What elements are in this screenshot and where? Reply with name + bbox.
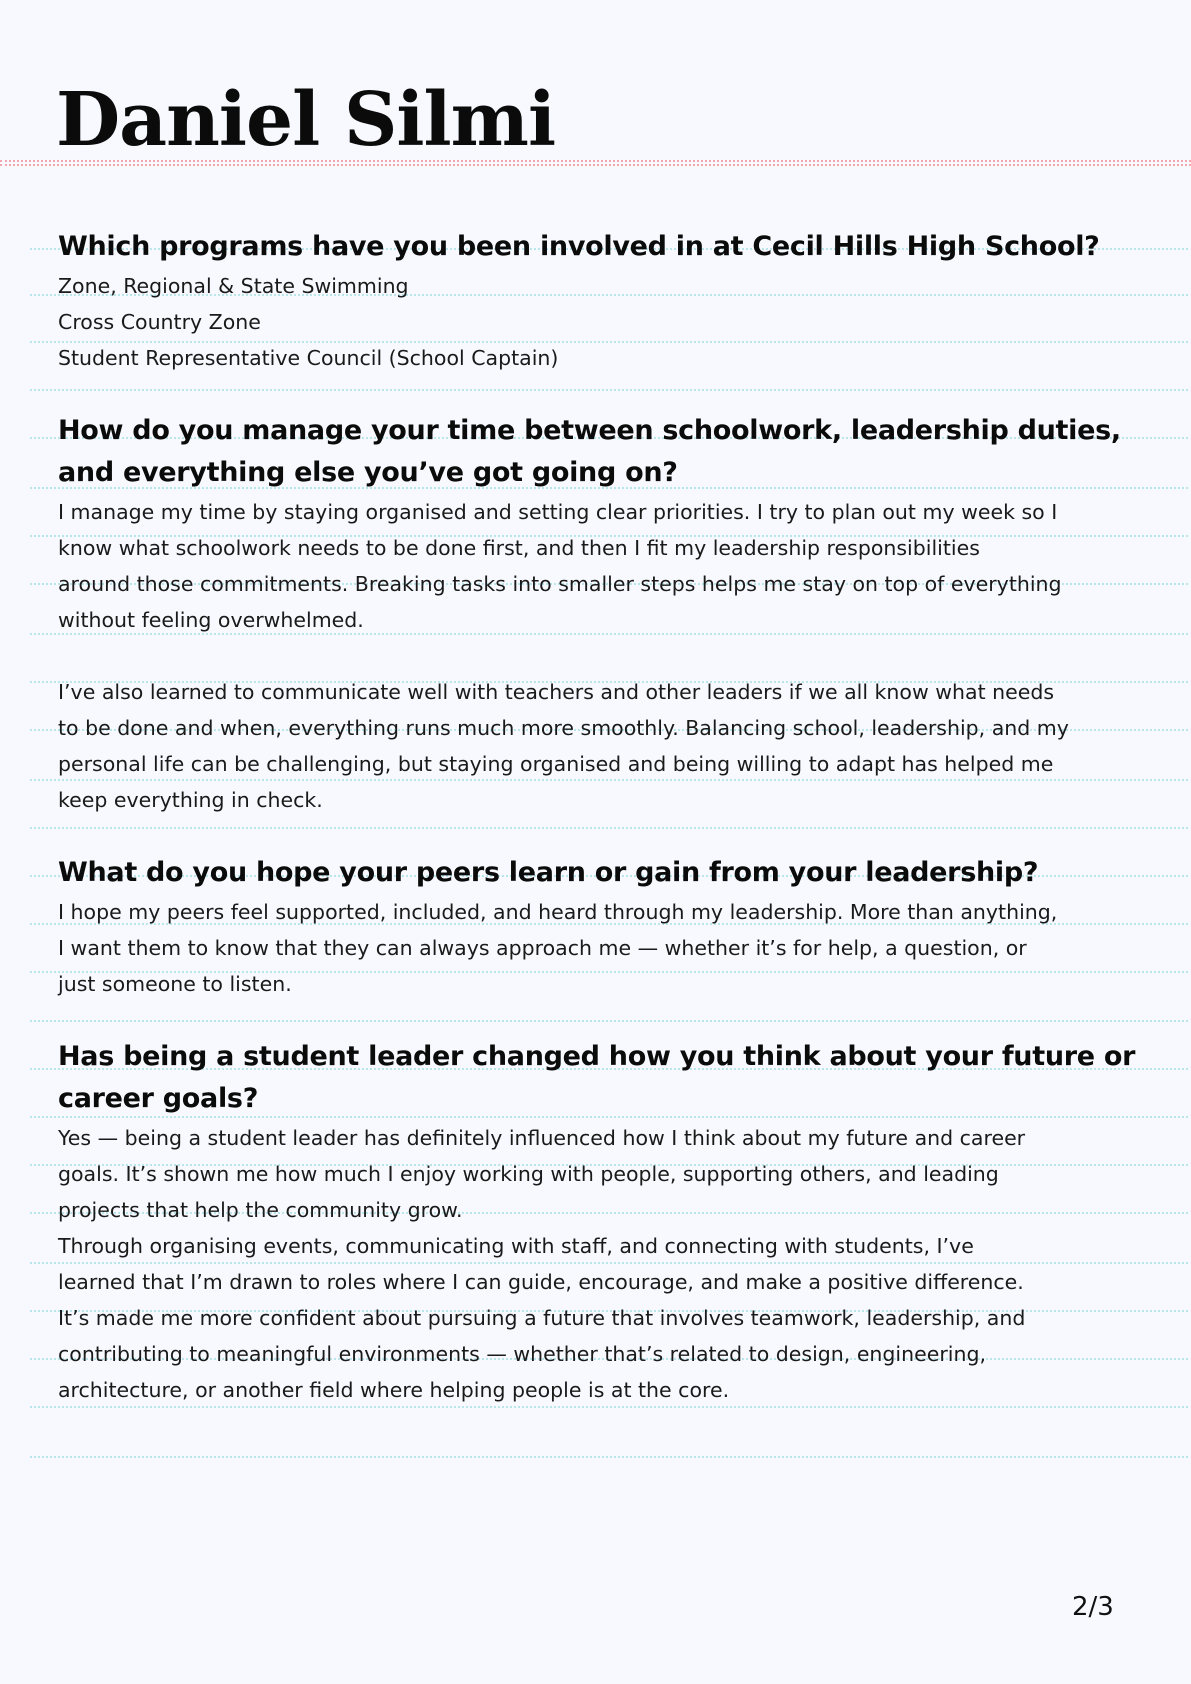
answer-paragraph — [58, 894, 1138, 1002]
answer-paragraph — [58, 1120, 1138, 1408]
qa-content — [58, 226, 1138, 1408]
answer-line: to be done and when, everything runs much more smoothly. Balancing school, leadership, and my — [58, 716, 1069, 740]
qa-section-time-management — [58, 410, 1138, 818]
answer-line: I’ve also learned to communicate well with teachers and other leaders if we all know what needs — [58, 680, 1055, 704]
answer-list — [58, 268, 1138, 376]
page-number: 2/3 — [1072, 1592, 1114, 1622]
question-line: Has being a student leader changed how you think about your future or — [58, 1041, 1136, 1072]
answer-line: know what schoolwork needs to be done first, and then I fit my leadership responsibilities — [58, 536, 980, 560]
ruled-line — [30, 1456, 1188, 1458]
answer-line: Through organising events, communicating with staff, and connecting with students, I’ve — [58, 1234, 974, 1258]
answer-line: Cross Country Zone — [58, 310, 261, 334]
qa-section-peers — [58, 852, 1138, 1002]
answer-line: learned that I’m drawn to roles where I can guide, encourage, and make a positive difference. — [58, 1270, 1024, 1294]
answer-line: Student Representative Council (School Captain) — [58, 346, 559, 370]
question-heading — [58, 1036, 1138, 1120]
answer-line: architecture, or another field where helping people is at the core. — [58, 1378, 730, 1402]
question-heading — [58, 410, 1138, 494]
answer-paragraph — [58, 494, 1138, 638]
answer-line: I manage my time by staying organised and setting clear priorities. I try to plan out my week so I — [58, 500, 1058, 524]
answer-line: personal life can be challenging, but staying organised and being willing to adapt has helped me — [58, 752, 1054, 776]
answer-line: Yes — being a student leader has definitely influenced how I think about my future and career — [58, 1126, 1026, 1150]
answer-paragraph — [58, 674, 1138, 818]
question-line: How do you manage your time between schoolwork, leadership duties, — [58, 415, 1121, 446]
qa-section-career-goals — [58, 1036, 1138, 1408]
answer-line: goals. It’s shown me how much I enjoy working with people, supporting others, and leading — [58, 1162, 999, 1186]
question-line: career goals? — [58, 1083, 259, 1114]
answer-line: around those commitments. Breaking tasks into smaller steps helps me stay on top of everything — [58, 572, 1062, 596]
answer-line: I want them to know that they can always approach me — whether it’s for help, a question, or — [58, 936, 1027, 960]
answer-line: I hope my peers feel supported, included, and heard through my leadership. More than anything, — [58, 900, 1058, 924]
answer-line: Zone, Regional & State Swimming — [58, 274, 409, 298]
question-heading: What do you hope your peers learn or gain from your leadership? — [58, 857, 1039, 888]
answer-line: projects that help the community grow. — [58, 1198, 463, 1222]
answer-line: keep everything in check. — [58, 788, 323, 812]
page-title: Daniel Silmi — [56, 77, 556, 163]
question-heading: Which programs have you been involved in at Cecil Hills High School? — [58, 231, 1100, 262]
question-line: and everything else you’ve got going on? — [58, 457, 678, 488]
answer-line: It’s made me more confident about pursuing a future that involves teamwork, leadership, and — [58, 1306, 1026, 1330]
qa-section-programs — [58, 226, 1138, 376]
answer-line: contributing to meaningful environments — whether that’s related to design, engineering, — [58, 1342, 986, 1366]
answer-line: just someone to listen. — [58, 972, 292, 996]
answer-line: without feeling overwhelmed. — [58, 608, 364, 632]
